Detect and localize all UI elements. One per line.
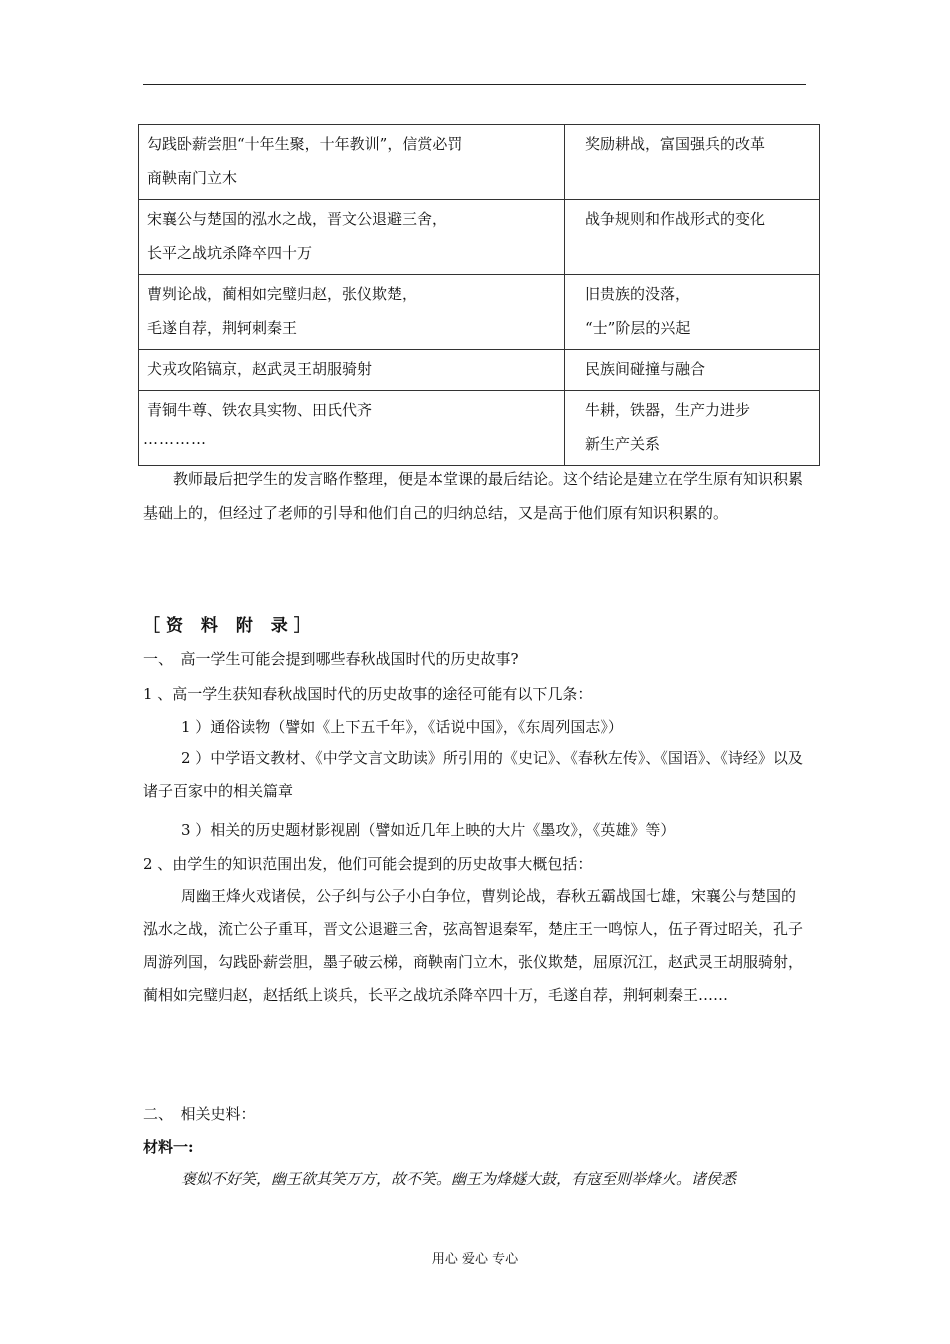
story-text: 长平之战坑杀降卒四十万 (147, 244, 313, 262)
story-text: 犬戎攻陷镐京，赵武灵王胡服骑射 (147, 360, 373, 378)
question-two: 二、 相关史料： (143, 1105, 256, 1123)
theme-text: 旧贵族的没落， (585, 285, 691, 303)
conclusion-paragraph: 教师最后把学生的发言略作整理，便是本堂课的最后结论。这个结论是建立在学生原有知识积累基础上的，但经过了老师的引导和他们自己的归纳总结，又是高于他们原有知识积累的。 (143, 470, 804, 522)
theme-text: 新生产关系 (585, 435, 661, 453)
story-cell (139, 200, 565, 275)
story-text: 勾践卧薪尝胆“十年生聚，十年教训”，信赏必罚 (147, 135, 463, 153)
point-two: 2 、由学生的知识范围出发，他们可能会提到的历史故事大概包括： (143, 855, 593, 873)
story-text: 毛遂自荐，荆轲刺秦王 (147, 319, 298, 337)
page-footer: 用心 爱心 专心 (431, 1252, 519, 1267)
story-text: 商鞅南门立木 (147, 169, 238, 187)
point-one-sub-two: 2 ）中学语文教材、《中学文言文助读》所引用的《史记》、《春秋左传》、《国语》、《诗经》以及诸子百家中的相关篇章 (143, 749, 803, 800)
theme-text: 牛耕，铁器，生产力进步 (585, 401, 751, 419)
theme-cell (565, 125, 820, 200)
material-one-text: 褒姒不好笑，幽王欲其笑万方，故不笑。幽王为烽燧大鼓，有寇至则举烽火。诸侯悉 (181, 1170, 737, 1188)
theme-text: 奖励耕战，富国强兵的改革 (585, 135, 766, 153)
material-one-label: 材料一: (143, 1138, 194, 1156)
table-row (139, 200, 820, 275)
story-cell (139, 391, 565, 466)
story-cell (139, 350, 565, 391)
theme-cell (565, 391, 820, 466)
header-rule (143, 84, 806, 85)
ellipsis: ………… (143, 430, 207, 448)
appendix-heading: ［资 料 附 录］ (143, 616, 317, 636)
theme-cell (565, 200, 820, 275)
point-two-body: 周幽王烽火戏诸侯，公子纠与公子小白争位，曹刿论战，春秋五霸战国七雄，宋襄公与楚国的泓水之战，流亡公子重耳，晋文公退避三舍，弦高智退秦军，楚庄王一鸣惊人，伍子胥过昭关，孔子周游列国，勾践卧薪尝胆，墨子破云梯，商鞅南门立木，张仪欺楚，屈原沉江，赵武灵王胡服骑射，蔺相如完璧归赵，赵括纸上谈兵，长平之战坑杀降卒四十万，毛遂自荐，荆轲刺秦王…… (143, 887, 804, 1004)
theme-cell (565, 350, 820, 391)
theme-text: 民族间碰撞与融合 (585, 360, 706, 378)
table-row (139, 125, 820, 200)
table-row (139, 350, 820, 391)
point-one-sub-three: 3 ）相关的历史题材影视剧（譬如近几年上映的大片《墨攻》，《英雄》等） (181, 821, 676, 839)
story-theme-table (138, 124, 820, 466)
theme-cell (565, 275, 820, 350)
theme-text: 战争规则和作战形式的变化 (585, 210, 766, 228)
story-text: 宋襄公与楚国的泓水之战，晋文公退避三舍， (147, 210, 448, 228)
question-one: 一、 高一学生可能会提到哪些春秋战国时代的历史故事? (143, 650, 519, 668)
story-text: 青铜牛尊、铁农具实物、田氏代齐 (147, 401, 373, 419)
theme-text: “士”阶层的兴起 (585, 319, 691, 337)
story-cell (139, 125, 565, 200)
table-row (139, 391, 820, 466)
point-one-sub-one: 1 ）通俗读物（譬如《上下五千年》，《话说中国》，《东周列国志》） (181, 718, 623, 736)
story-cell (139, 275, 565, 350)
story-text: 曹刿论战，蔺相如完璧归赵，张仪欺楚， (147, 285, 418, 303)
point-one: 1 、高一学生获知春秋战国时代的历史故事的途径可能有以下几条： (143, 685, 593, 703)
table-row (139, 275, 820, 350)
